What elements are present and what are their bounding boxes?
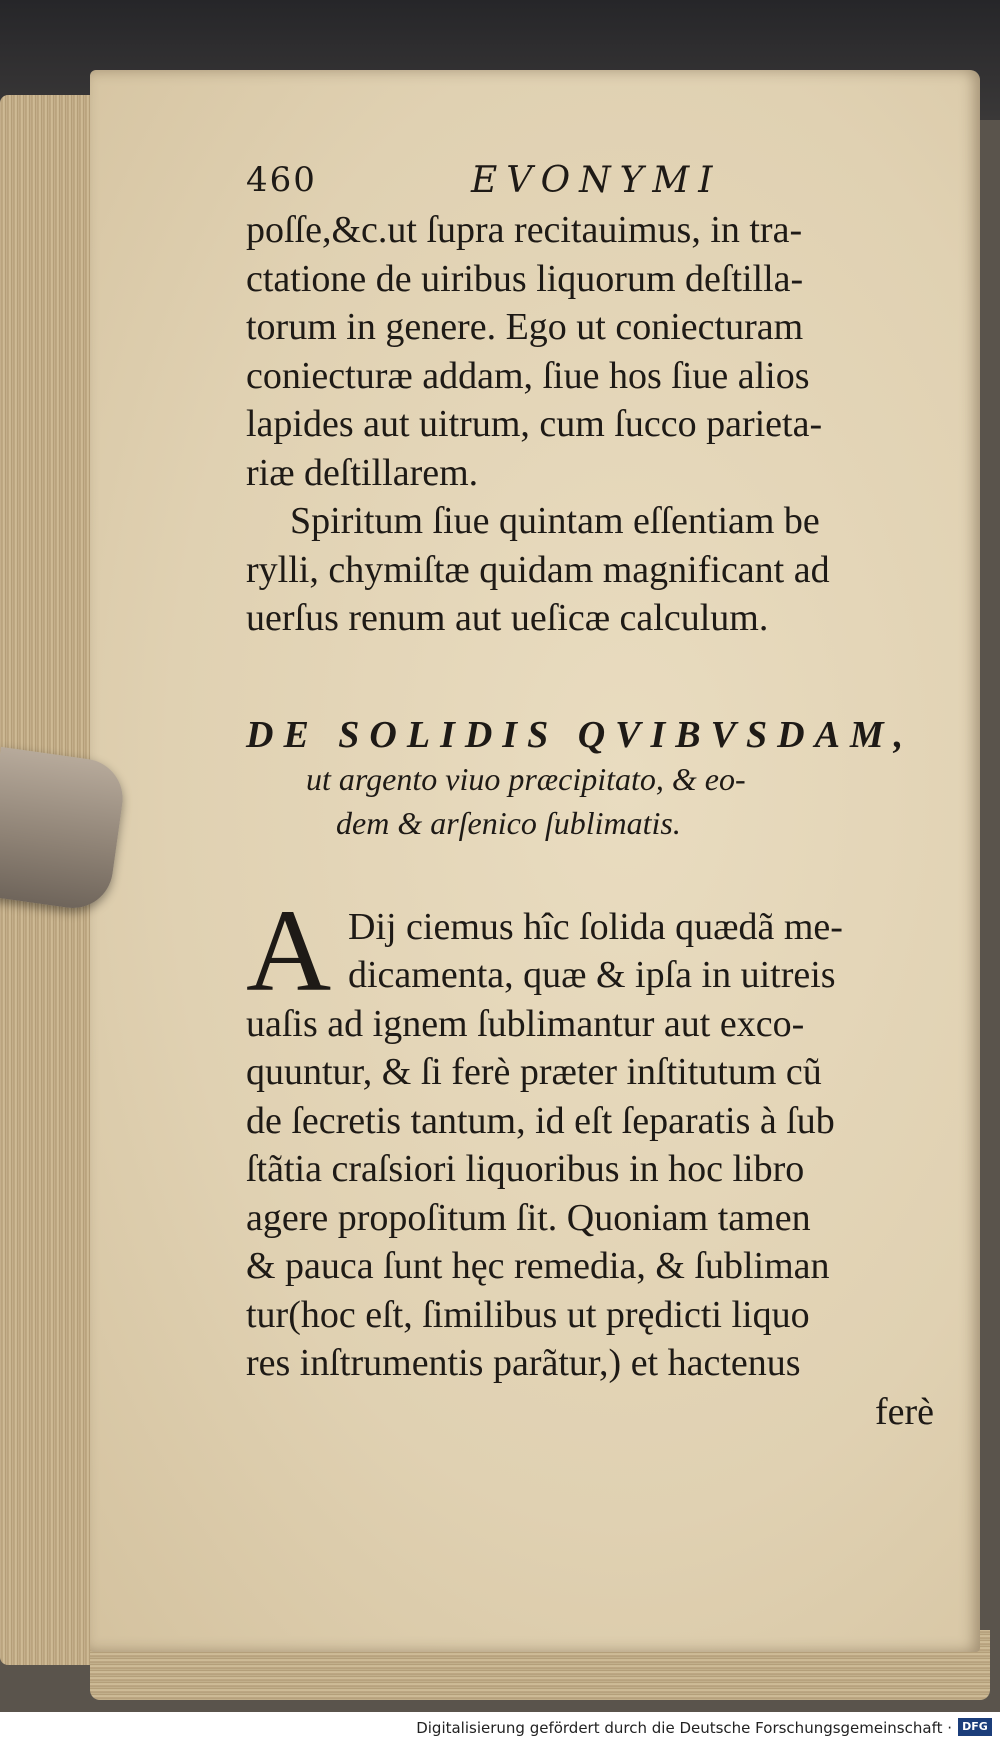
drop-cap: A	[246, 884, 332, 1016]
digitization-footer	[0, 1712, 1000, 1742]
text-line: riæ deſtillarem.	[246, 451, 479, 494]
drop-cap-block	[246, 884, 946, 1016]
paragraph-1	[246, 206, 946, 497]
funding-credit: Digitalisierung gefördert durch die Deutsche Forschungsgemeinschaft ·	[416, 1719, 952, 1737]
running-title: EVONYMI	[471, 160, 722, 201]
paragraph-3	[246, 884, 946, 1437]
text-line: ſtãtia craſsiori liquoribus in hoc libro	[246, 1148, 805, 1190]
text-line: torum in genere. Ego ut coniecturam	[246, 306, 804, 348]
page-number: 460	[246, 160, 317, 200]
text-line: agere propoſitum ſit. Quoniam tamen	[246, 1196, 811, 1239]
page-text	[246, 160, 946, 1436]
text-line: tur(hoc eſt, ſimilibus ut prędicti liquo	[246, 1293, 810, 1336]
text-line: de ſecretis tantum, id eſt ſeparatis à ſub	[246, 1099, 835, 1142]
section-subheading-line: ut argento viuo præcipitato, & eo-	[306, 760, 746, 797]
paragraph-2	[246, 497, 946, 643]
text-line: lapides aut uitrum, cum ſucco parieta-	[246, 403, 823, 445]
text-line: Dij ciemus hîc ſolida quædã me-	[348, 905, 843, 948]
text-line: uaſis ad ignem ſublimantur aut exco-	[246, 1002, 805, 1045]
section-heading: DE SOLIDIS QVIBVSDAM,	[246, 713, 914, 756]
text-line: Spiritum ſiue quintam eſſentiam be	[290, 500, 820, 542]
page-header	[246, 160, 946, 206]
text-line: dicamenta, quæ & ipſa in uitreis	[348, 954, 836, 996]
text-line: rylli, chymiſtæ quidam magnificant ad	[246, 548, 830, 591]
text-line: poſſe,&c.ut ſupra recitauimus, in tra-	[246, 209, 803, 251]
text-line: quuntur, & ſi ferè præter inſtitutum cũ	[246, 1051, 822, 1093]
catchword: ferè	[874, 1390, 934, 1433]
text-line: uerſus renum aut ueſicæ calculum.	[246, 597, 769, 639]
dfg-logo-icon: DFG	[958, 1718, 992, 1736]
section-subheading-line: dem & arſenico ſublimatis.	[336, 804, 681, 841]
text-line: res inſtrumentis parãtur,) et hactenus	[246, 1342, 801, 1384]
text-line: ctatione de uiribus liquorum deſtilla-	[246, 257, 804, 300]
text-line: coniecturæ addam, ſiue hos ſiue alios	[246, 354, 810, 397]
text-line: & pauca ſunt hęc remedia, & ſubliman	[246, 1245, 830, 1287]
